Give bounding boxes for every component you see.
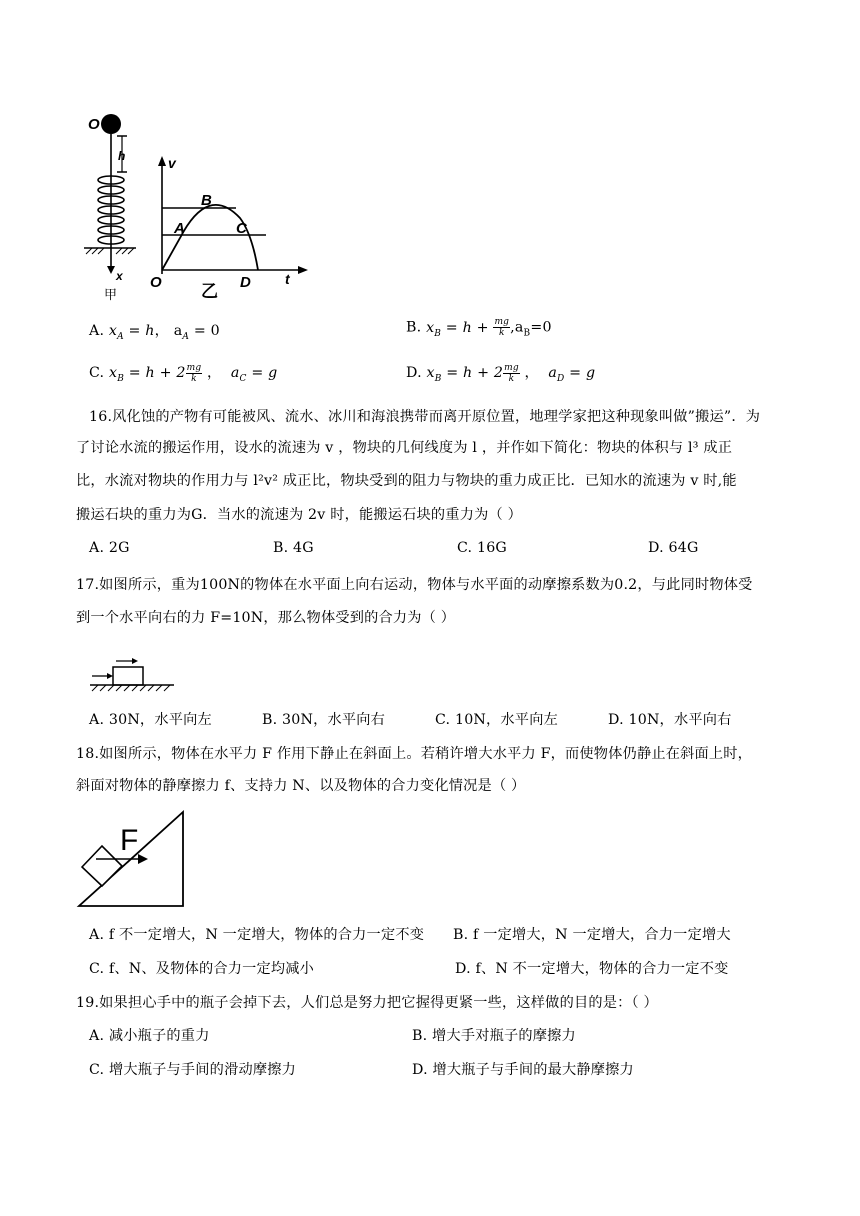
svg-text:D: D [240,274,251,291]
q16-stem-line3: 比，水流对物块的作用力与 l²v² 成正比，物块受到的阻力与物块的重力成正比．已知水的流速为 v 时,能 [76,473,737,489]
q18-stem-line1: 18.如图所示，物体在水平力 F 作用下静止在斜面上。若稍许增大水平力 F，而使物体仍静止在斜面上时， [76,746,753,762]
label-x: x [116,269,123,283]
svg-text:乙: 乙 [201,282,218,301]
q15-option-b: B. $x_B = h$ + $\frac{mg}{k}$ $,a_B=0$ [406,317,552,339]
ball [101,114,121,134]
q15-option-d: D. $x_B = h + 2$ $\frac{mg}{k}$ ， $a_D = g$ [406,362,596,384]
svg-text:A: A [174,220,185,237]
label-f: F [120,824,139,857]
vt-graph [150,155,308,301]
q16-stem-line1: 16.风化蚀的产物有可能被风、流水、冰川和海浪携带而离开原位置，地理学家把这种现象叫做”搬运”．为 [89,409,761,425]
q18-option-c: C. f、N、及物体的合力一定均减小 [89,961,315,977]
q16-stem-line2: 了讨论水流的搬运作用，设水的流速为 v ，物块的几何线度为 l ，并作如下简化：物块的体积与 l³ 成正 [76,440,733,456]
q19-option-a: A. 减小瓶子的重力 [89,1028,210,1044]
q16-option-c: C. 16G [457,540,507,556]
q16-option-d: D. 64G [648,540,699,556]
label-h: h [118,149,126,163]
q16-option-b: B. 4G [273,540,314,556]
q15-option-a: A. $x_A = h$， $a_A = 0$ [89,323,220,342]
q17-stem-line1: 17.如图所示，重为100N的物体在水平面上向右运动，物体与水平面的动摩擦系数为0.2，与此同时物体受 [76,577,753,593]
svg-text:B: B [201,192,212,209]
figure-block-on-incline [76,808,188,910]
q17-stem-line2: 到一个水平向右的力 F=10N，那么物体受到的合力为（ ） [76,610,456,626]
q18-option-d: D. f、N 不一定增大，物体的合力一定不变 [455,961,729,977]
label-o: O [88,116,100,133]
q19-stem-line1: 19.如果担心手中的瓶子会掉下去，人们总是努力把它握得更紧一些，这样做的目的是：（ ） [76,995,658,1011]
q19-option-c: C. 增大瓶子与手间的滑动摩擦力 [89,1062,297,1078]
q19-option-b: B. 增大手对瓶子的摩擦力 [412,1028,576,1044]
svg-text:v: v [168,155,176,171]
svg-text:t: t [285,271,290,287]
q17-option-a: A. 30N，水平向左 [89,712,212,728]
q18-option-a: A. f 不一定增大，N 一定增大，物体的合力一定不变 [89,927,425,943]
q18-option-b: B. f 一定增大，N 一定增大，合力一定增大 [453,927,731,943]
figure-block-on-floor [88,655,178,695]
q17-option-b: B. 30N，水平向右 [262,712,386,728]
q17-option-c: C. 10N，水平向左 [435,712,558,728]
figure-spring-vt-graph [80,108,310,304]
label-jia: 甲 [104,287,118,302]
svg-text:O: O [150,274,162,291]
q17-option-d: D. 10N，水平向右 [608,712,732,728]
svg-text:C: C [236,220,247,237]
q18-stem-line2: 斜面对物体的静摩擦力 f、支持力 N、以及物体的合力变化情况是（ ） [76,778,526,794]
q19-option-d: D. 增大瓶子与手间的最大静摩擦力 [412,1062,634,1078]
q16-stem-line4: 搬运石块的重力为G．当水的流速为 2v 时，能搬运石块的重力为（ ） [76,507,522,523]
q15-option-c: C. $x_B = h + 2$ $\frac{mg}{k}$ ， $a_C = g$ [89,362,278,384]
q16-option-a: A. 2G [89,540,130,556]
